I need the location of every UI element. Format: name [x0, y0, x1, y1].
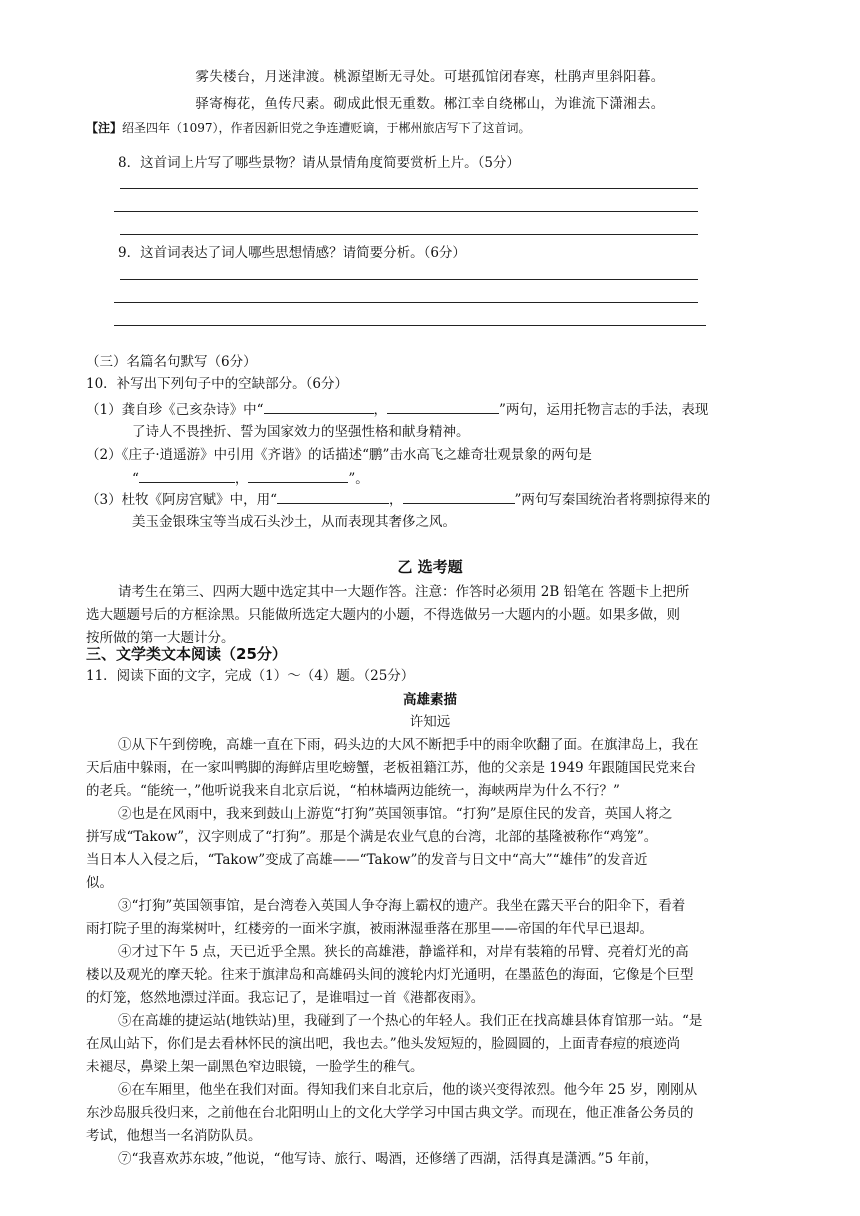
- paragraph-line: 考试，他想当一名消防队员。: [86, 1128, 262, 1144]
- paragraph-line: ⑦“我喜欢苏东坡，”他说，“他写诗、旅行、喝酒，还修缮了西湖，活得真是潇洒。”5 年前，: [118, 1151, 658, 1167]
- article-author: 许知远: [409, 714, 451, 730]
- answer-line[interactable]: [120, 234, 698, 235]
- paragraph-line: 楼以及观光的摩天轮。往来于旗津岛和高雄码头间的渡轮内灯光通明，在墨蓝色的海面，它像是个巨型: [86, 967, 694, 983]
- paragraph-line: 东沙岛服兵役归来，之前他在台北阳明山上的文化大学学习中国古典文学。而现在，他正准备公务员的: [86, 1105, 694, 1121]
- paragraph-line: ⑥在车厢里，他坐在我们对面。得知我们来自北京后，他的谈兴变得浓烈。他今年 25 岁，刚刚从: [118, 1082, 698, 1098]
- note-text: 绍圣四年（1097），作者因新旧党之争连遭贬谪，于郴州旅店写下了这首词。: [122, 121, 531, 135]
- paragraph-line: ④才过下午 5 点，天已近乎全黑。狭长的高雄港，静谧祥和，对岸有装箱的吊臂、亮着灯光的高: [118, 944, 689, 960]
- question-10: 10．补写出下列句子中的空缺部分。（6分）: [86, 376, 349, 392]
- answer-line[interactable]: [114, 302, 698, 303]
- paragraph-line: 雨打院子里的海棠树叶，红楼旁的一面米字旗，被雨淋湿垂落在那里——帝国的年代早已退却。: [86, 921, 653, 937]
- fill-blank[interactable]: [248, 470, 348, 483]
- paragraph-line: ①从下午到傍晚，高雄一直在下雨，码头边的大风不断把手中的雨伞吹翻了面。在旗津岛上，我在: [118, 737, 699, 753]
- question-8: 8．这首词上片写了哪些景物？请从景情角度简要赏析上片。（5分）: [118, 155, 520, 171]
- fill-blank[interactable]: [387, 401, 499, 414]
- section-title: 三、文学类文本阅读（25分）: [86, 645, 287, 663]
- fill-blank[interactable]: [403, 491, 515, 504]
- poem-line-2: 驿寄梅花，鱼传尺素。砌成此恨无重数。郴江幸自绕郴山，为谁流下潇湘去。: [195, 96, 665, 112]
- paragraph-line: ②也是在风雨中，我来到鼓山上游览“打狗”英国领事馆。“打狗”是原住民的发音，英国人将之: [118, 806, 673, 822]
- note-label: 【注】: [86, 121, 123, 135]
- paragraph-line: 似。: [86, 875, 113, 891]
- q10-item-2-blanks: “ ， ”。: [132, 471, 369, 487]
- paragraph-line: 的老兵。“能统一，”他听说我来自北京后说，“柏林墙两边能统一，海峡两岸为什么不行？”: [86, 783, 620, 799]
- paragraph-line: ③“打狗”英国领事馆，是台湾卷入英国人争夺海上霸权的遗产。我坐在露天平台的阳伞下，看着: [118, 898, 686, 914]
- paragraph-line: 当日本人入侵之后，“Takow”变成了高雄——“Takow”的发音与日文中“高大”“雄伟”的发音近: [86, 852, 648, 868]
- fill-blank[interactable]: [277, 491, 389, 504]
- paragraph-line: 的灯笼，悠然地漂过洋面。我忘记了，是谁唱过一首《港都夜雨》。: [86, 990, 485, 1006]
- q10-item-3: （3）杜牧《阿房宫赋》中，用“ ， ”两句写秦国统治者将剽掠得来的: [86, 492, 711, 508]
- part-b-instructions: 请考生在第三、四两大题中选定其中一大题作答。注意：作答时必须用 2B 铅笔在 答题卡上把所: [118, 584, 690, 600]
- answer-line[interactable]: [120, 279, 698, 280]
- paragraph-line: 拼写成“Takow”，汉字则成了“打狗”。那是个满是农业气息的台湾，北部的基隆被称作“鸡笼”。: [86, 829, 658, 845]
- q10-item-3-cont: 美玉金银珠宝等当成石头沙土，从而表现其奢侈之风。: [132, 514, 456, 530]
- fill-blank[interactable]: [264, 401, 374, 414]
- q10-item-1-cont: 了诗人不畏挫折、誓为国家效力的坚强性格和献身精神。: [132, 424, 470, 440]
- paragraph-line: ⑤在高雄的捷运站(地铁站)里，我碰到了一个热心的年轻人。我们正在找高雄县体育馆那一站。“是: [118, 1013, 703, 1029]
- paragraph-line: 未褪尽，鼻梁上架一副黑色窄边眼镜，一脸学生的稚气。: [86, 1059, 424, 1075]
- q10-item-1: （1）龚自珍《己亥杂诗》中“ ， ”两句，运用托物言志的手法，表现: [86, 402, 709, 418]
- q10-item-2: （2）《庄子·逍遥游》中引用《齐谐》的话描述“鹏”击水高飞之雄奇壮观景象的两句是: [86, 447, 592, 463]
- part-b-instructions: 按所做的第一大题计分。: [86, 630, 235, 646]
- article-title: 高雄素描: [403, 692, 457, 708]
- question-9: 9．这首词表达了词人哪些思想情感？请简要分析。（6分）: [118, 245, 466, 261]
- poem-note: [86, 121, 531, 135]
- answer-line[interactable]: [120, 188, 698, 189]
- paragraph-line: 天后庙中躲雨，在一家叫鸭脚的海鲜店里吃螃蟹，老板祖籍江苏，他的父亲是 1949 年跟随国民党来台: [86, 760, 696, 776]
- question-11: 11．阅读下面的文字，完成（1）～（4）题。（25分）: [86, 668, 415, 684]
- part-b-title: 乙 选考题: [397, 558, 463, 576]
- poem-line-1: 雾失楼台，月迷津渡。桃源望断无寻处。可堪孤馆闭春寒，杜鹃声里斜阳暮。: [195, 69, 665, 85]
- fill-blank[interactable]: [139, 470, 235, 483]
- part-b-instructions: 选大题题号后的方框涂黑。只能做所选定大题内的小题，不得选做另一大题内的小题。如果多做，则: [86, 607, 680, 623]
- answer-line[interactable]: [114, 211, 698, 212]
- answer-line[interactable]: [114, 325, 706, 326]
- section-title: （三）名篇名句默写（6分）: [86, 354, 257, 370]
- paragraph-line: 在凤山站下，你们是去看林怀民的演出吧，我也去。”他头发短短的，脸圆圆的，上面青春痘的痕迹尚: [86, 1036, 681, 1052]
